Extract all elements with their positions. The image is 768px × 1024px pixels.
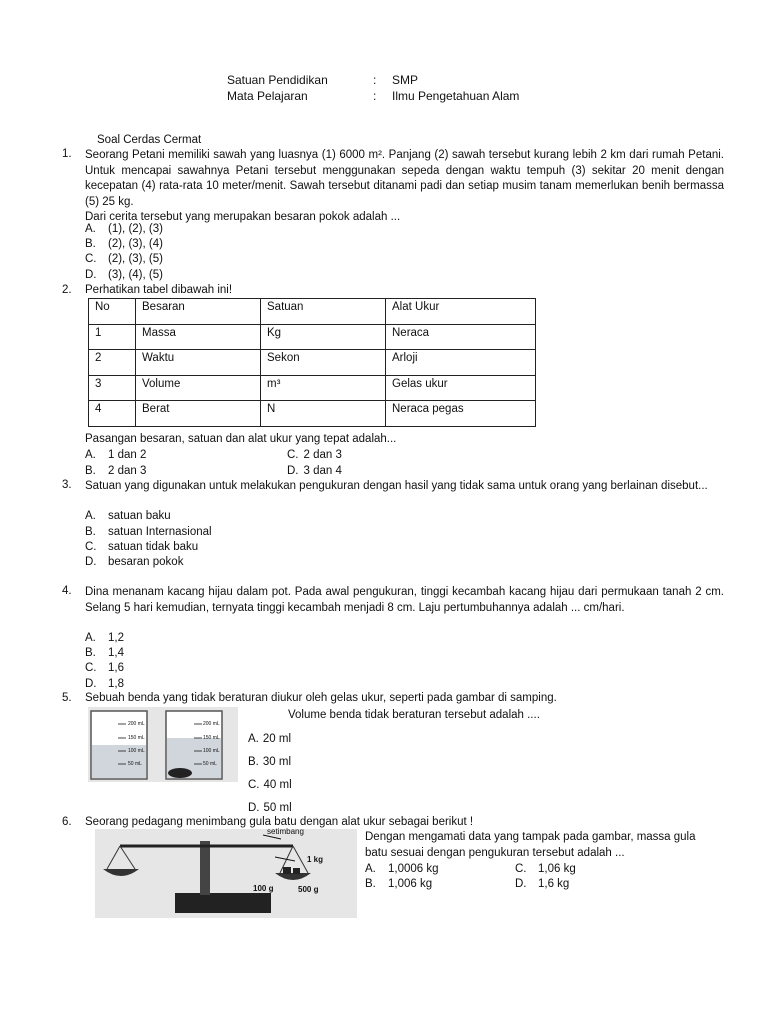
option: C. 2 dan 3 (287, 449, 342, 461)
option: B. (2), (3), (4) (85, 238, 163, 250)
option: C. 1,06 kg (515, 863, 576, 875)
table-cell: Sekon (261, 350, 386, 376)
question-text: Sebuah benda yang tidak beraturan diukur oleh gelas ukur, seperti pada gambar di samping. (85, 692, 557, 704)
left-pan (103, 869, 139, 876)
option: A. 1,2 (85, 632, 124, 644)
fig-label-1kg: 1 kg (307, 855, 324, 864)
colon: : (373, 73, 377, 87)
table-header: Alat Ukur (386, 299, 536, 325)
table-cell: Gelas ukur (386, 375, 536, 401)
table-header: Besaran (136, 299, 261, 325)
subject-label: Mata Pelajaran (227, 89, 308, 103)
colon: : (373, 89, 377, 103)
question-number: 4. (62, 585, 72, 597)
option: B. 1,4 (85, 647, 124, 659)
cyl-label: 150 mL (128, 735, 145, 741)
question-text: Satuan yang digunakan untuk melakukan pengukuran dengan hasil yang tidak sama untuk orang yang berlainan disebut... (85, 480, 708, 492)
option: B. 30 ml (248, 756, 291, 768)
cylinder-drawing (88, 707, 238, 782)
question-number: 6. (62, 816, 72, 828)
question-text: Perhatikan tabel dibawah ini! (85, 284, 233, 296)
cyl-label: 50 mL (203, 761, 217, 767)
cyl-label: 100 mL (203, 748, 220, 754)
cyl-label: 200 mL (128, 721, 145, 727)
option: D. (3), (4), (5) (85, 269, 163, 281)
irregular-object (168, 768, 192, 778)
table-cell: Neraca pegas (386, 401, 536, 427)
table-header: No (89, 299, 136, 325)
question-number: 2. (62, 284, 72, 296)
table-cell: N (261, 401, 386, 427)
school-label: Satuan Pendidikan (227, 73, 328, 87)
cyl-label: 50 mL (128, 761, 142, 767)
question-prompt: Volume benda tidak beraturan tersebut adalah .... (288, 709, 540, 721)
table-cell: Massa (136, 324, 261, 350)
fig-label-100g: 100 g (253, 884, 274, 893)
option: C. satuan tidak baku (85, 541, 199, 553)
option: C. 40 ml (248, 779, 292, 791)
option: D. 3 dan 4 (287, 465, 342, 477)
question-prompt: Dari cerita tersebut yang merupakan besaran pokok adalah ... (85, 211, 401, 223)
table-row (89, 401, 536, 427)
question-number: 3. (62, 479, 72, 491)
question-number: 5. (62, 692, 72, 704)
subject-value: Ilmu Pengetahuan Alam (392, 89, 520, 103)
cyl-label: 150 mL (203, 735, 220, 741)
scale-pillar (200, 841, 210, 895)
option: A. satuan baku (85, 510, 171, 522)
option: D. besaran pokok (85, 556, 184, 568)
graduated-cylinders-figure (88, 707, 238, 782)
table-cell: 1 (89, 324, 136, 350)
table-cell: Neraca (386, 324, 536, 350)
table-row (89, 350, 536, 376)
question-text: Seorang pedagang menimbang gula batu dengan alat ukur sebagai berikut ! (85, 816, 474, 828)
table-cell: Berat (136, 401, 261, 427)
measurement-table (88, 298, 536, 427)
fig-label-500g: 500 g (298, 885, 319, 894)
question-1 (62, 148, 724, 226)
table-header-row (89, 299, 536, 325)
option: A. 1 dan 2 (85, 449, 147, 461)
question-3 (62, 479, 724, 495)
option: B. 1,006 kg (365, 878, 433, 890)
school-value: SMP (392, 73, 419, 87)
table-cell: Kg (261, 324, 386, 350)
balance-drawing (95, 829, 357, 918)
question-text: Seorang Petani memiliki sawah yang luasnya (1) 6000 m². Panjang (2) sawah tersebut kurang lebih 2 km dari rumah Petani. Untuk mencapai sawahnya Petani tersebut menggunakan sepeda dengan waktu tempuh (3) sekitar 20 menit dengan kecepatan (4) rata-rata 10 meter/menit. Sawah tersebut ditanami padi dan setiap musim tanam memerlukan benih bermassa (5) 25 kg. (85, 149, 724, 208)
option: A. 20 ml (248, 733, 291, 745)
question-prompt: batu sesuai dengan pengukuran tersebut adalah ... (365, 847, 625, 859)
option: C. (2), (3), (5) (85, 253, 163, 265)
table-cell: Waktu (136, 350, 261, 376)
option: A. (1), (2), (3) (85, 223, 163, 235)
option: A. 1,0006 kg (365, 863, 439, 875)
cyl-label: 100 mL (128, 748, 145, 754)
scale-base (175, 893, 271, 913)
right-pan (275, 873, 311, 880)
option: B. 2 dan 3 (85, 465, 147, 477)
table-header: Satuan (261, 299, 386, 325)
option: C. 1,6 (85, 662, 124, 674)
fig-label-balanced: setimbang (267, 827, 304, 836)
section-title: Soal Cerdas Cermat (97, 134, 202, 146)
table-row (89, 324, 536, 350)
option: D. 1,6 kg (515, 878, 570, 890)
balance-scale-figure (95, 829, 357, 918)
option: B. satuan Internasional (85, 526, 212, 538)
cyl-label: 200 mL (203, 721, 220, 727)
option: D. 1,8 (85, 678, 124, 690)
question-prompt: Pasangan besaran, satuan dan alat ukur yang tepat adalah... (85, 433, 397, 445)
table-cell: 4 (89, 401, 136, 427)
question-number: 1. (62, 148, 72, 160)
table-cell: 2 (89, 350, 136, 376)
option: D. 50 ml (248, 802, 292, 814)
table-cell: Volume (136, 375, 261, 401)
table-row (89, 375, 536, 401)
table-cell: Arloji (386, 350, 536, 376)
question-prompt: Dengan mengamati data yang tampak pada gambar, massa gula (365, 831, 696, 843)
table-cell: 3 (89, 375, 136, 401)
question-text: Dina menanam kacang hijau dalam pot. Pada awal pengukuran, tinggi kecambah kacang hijau dari permukaan tanah 2 cm. Selang 5 hari kemudian, ternyata tinggi kecambah menjadi 8 cm. Laju pertumbuhannya adalah ... cm/hari. (85, 586, 724, 614)
table-cell: m³ (261, 375, 386, 401)
question-4 (62, 585, 724, 616)
